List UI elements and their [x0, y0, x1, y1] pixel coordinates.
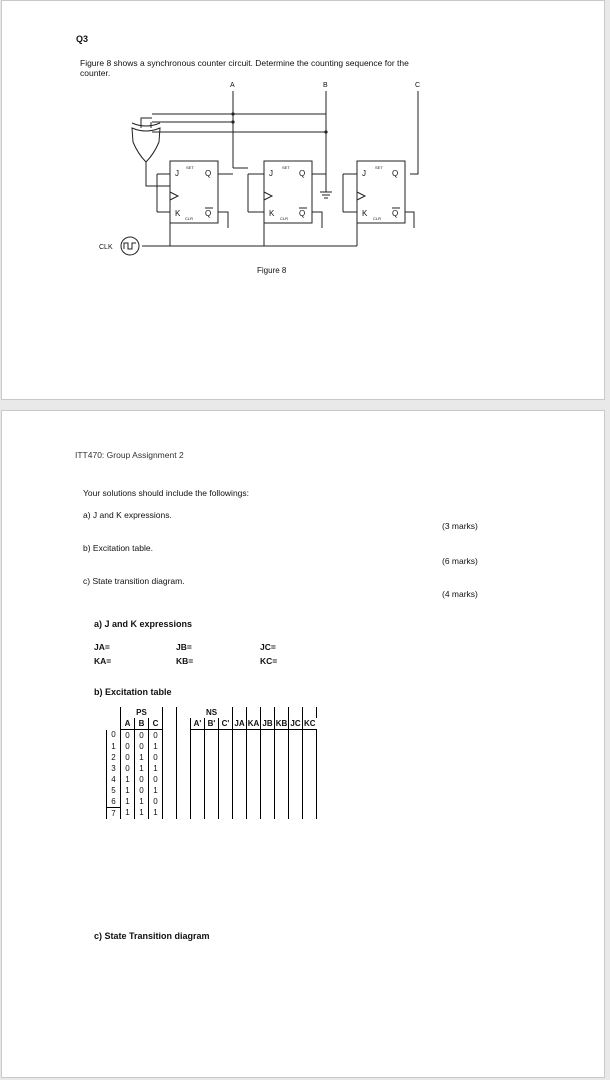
cell-b: 0 — [135, 785, 149, 796]
question-prompt-line-2: counter. — [80, 68, 111, 78]
cell-a: 0 — [121, 763, 135, 774]
jc-expression: JC= — [260, 642, 276, 652]
cell-c: 1 — [149, 785, 163, 796]
col-a: A — [121, 718, 135, 730]
ff-b-q: Q — [299, 169, 306, 178]
cell-c: 0 — [149, 752, 163, 763]
cell-a: 1 — [121, 796, 135, 808]
table-row — [107, 763, 331, 774]
task-c-marks: (4 marks) — [442, 589, 478, 599]
cell-a: 0 — [121, 730, 135, 742]
row-index: 6 — [107, 796, 121, 808]
assignment-header: ITT470: Group Assignment 2 — [75, 450, 184, 460]
ff-a-j: J — [175, 169, 179, 178]
ff-c-q: Q — [392, 169, 399, 178]
cell-c: 0 — [149, 796, 163, 808]
task-b-marks: (6 marks) — [442, 556, 478, 566]
cell-b: 0 — [135, 730, 149, 742]
ff-a-clr: CLR — [185, 216, 194, 221]
table-row — [107, 752, 331, 763]
row-index: 0 — [107, 730, 121, 742]
ja-expression: JA= — [94, 642, 110, 652]
col-kb: KB — [275, 718, 288, 728]
table-row — [107, 741, 331, 752]
clock-source-icon — [121, 237, 139, 255]
col-jc: JC — [290, 718, 301, 728]
cell-c: 1 — [149, 763, 163, 774]
col-a-next: A' — [191, 718, 205, 730]
cell-c: 1 — [149, 741, 163, 752]
question-number: Q3 — [76, 34, 89, 44]
flip-flop-b — [264, 161, 312, 223]
ff-b-clr: CLR — [280, 216, 289, 221]
col-b-next: B' — [205, 718, 219, 730]
kc-expression: KC= — [260, 656, 278, 666]
ff-a-set: SET — [186, 165, 194, 170]
page-2 — [1, 410, 605, 1078]
question-prompt-line-1: Figure 8 shows a synchronous counter circuit. Determine the counting sequence for the — [80, 58, 409, 68]
col-c-next: C' — [219, 718, 233, 730]
row-index: 7 — [107, 808, 121, 820]
cell-b: 1 — [135, 808, 149, 820]
col-c: C — [149, 718, 163, 730]
cell-c: 1 — [149, 808, 163, 820]
ff-a-q: Q — [205, 169, 212, 178]
output-label-b: B — [323, 82, 328, 89]
cell-a: 0 — [121, 741, 135, 752]
row-index: 1 — [107, 741, 121, 752]
task-a-marks: (3 marks) — [442, 521, 478, 531]
output-label-a: A — [230, 82, 235, 89]
figure-caption: Figure 8 — [257, 266, 287, 275]
ff-c-qbar: Q — [392, 209, 399, 218]
row-index: 2 — [107, 752, 121, 763]
cell-b: 1 — [135, 796, 149, 808]
row-index: 3 — [107, 763, 121, 774]
col-ka: KA — [247, 718, 260, 728]
task-c-label: c) State transition diagram. — [83, 576, 185, 586]
table-header-row — [107, 718, 331, 730]
table-group-header-row — [107, 707, 331, 718]
cell-a: 1 — [121, 785, 135, 796]
ff-b-set: SET — [282, 165, 290, 170]
ns-label: NS — [205, 707, 218, 717]
cell-b: 0 — [135, 741, 149, 752]
page-1 — [1, 0, 605, 400]
col-ja: JA — [234, 718, 245, 728]
kb-expression: KB= — [176, 656, 194, 666]
table-row — [107, 808, 331, 820]
row-index: 5 — [107, 785, 121, 796]
xor-gate — [132, 123, 160, 162]
task-a-label: a) J and K expressions. — [83, 510, 172, 520]
table-row — [107, 730, 331, 742]
ps-label: PS — [136, 707, 147, 717]
cell-c: 0 — [149, 774, 163, 785]
task-b-label: b) Excitation table. — [83, 543, 153, 553]
ff-c-set: SET — [375, 165, 383, 170]
ff-b-qbar: Q — [299, 209, 306, 218]
output-label-c: C — [415, 82, 421, 89]
cell-c: 0 — [149, 730, 163, 742]
excitation-table — [106, 707, 330, 819]
jb-expression: JB= — [176, 642, 192, 652]
cell-a: 1 — [121, 774, 135, 785]
cell-b: 1 — [135, 752, 149, 763]
section-b-title: b) Excitation table — [94, 687, 172, 697]
ff-c-j: J — [362, 169, 366, 178]
ff-a-k: K — [175, 209, 181, 218]
ff-c-k: K — [362, 209, 368, 218]
ff-c-clr: CLR — [373, 216, 382, 221]
flip-flop-a — [170, 161, 218, 223]
table-row — [107, 796, 331, 808]
ff-b-j: J — [269, 169, 273, 178]
row-index: 4 — [107, 774, 121, 785]
counter-circuit-figure — [2, 76, 606, 276]
cell-b: 0 — [135, 774, 149, 785]
section-c-title: c) State Transition diagram — [94, 931, 210, 941]
col-jb: JB — [262, 718, 273, 728]
col-b: B — [135, 718, 149, 730]
cell-a: 1 — [121, 808, 135, 820]
ff-a-qbar: Q — [205, 209, 212, 218]
ka-expression: KA= — [94, 656, 112, 666]
section-a-title: a) J and K expressions — [94, 619, 193, 629]
ff-b-k: K — [269, 209, 275, 218]
flip-flop-c — [357, 161, 405, 223]
col-kc: KC — [303, 718, 316, 728]
cell-b: 1 — [135, 763, 149, 774]
table-row — [107, 785, 331, 796]
instructions-intro: Your solutions should include the followings: — [83, 488, 250, 498]
table-row — [107, 774, 331, 785]
clk-label: CLK — [99, 244, 113, 251]
cell-a: 0 — [121, 752, 135, 763]
